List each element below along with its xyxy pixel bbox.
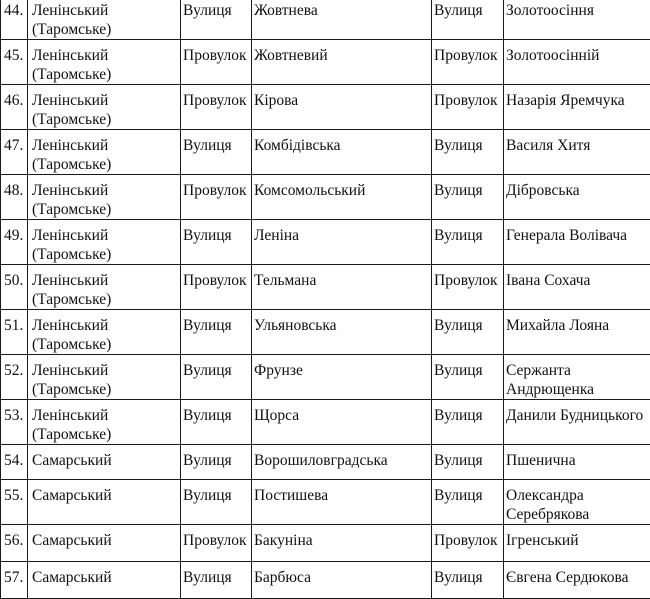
old-type-cell: Вулиця [181,0,252,40]
table-row [1,130,650,175]
old-type-cell: Вулиця [181,220,252,265]
old-name-cell: Тельмана [252,265,432,310]
old-type-cell: Вулиця [181,562,252,599]
district-cell: Ленінський (Таромське) [28,310,181,355]
new-type-cell: Вулиця [432,480,504,525]
new-name-cell: Золотоосінній [504,40,650,85]
table-row [1,525,650,562]
new-type-cell: Вулиця [432,130,504,175]
old-name-cell: Жовтневий [252,40,432,85]
old-type-cell: Вулиця [181,400,252,445]
row-number: 56. [1,525,28,562]
district-cell: Самарський [28,480,181,525]
row-number: 53. [1,400,28,445]
district-cell: Ленінський (Таромське) [28,175,181,220]
old-type-cell: Вулиця [181,355,252,400]
row-number: 52. [1,355,28,400]
new-type-cell: Вулиця [432,175,504,220]
row-number: 57. [1,562,28,599]
row-number: 55. [1,480,28,525]
new-type-cell: Провулок [432,40,504,85]
new-name-cell: Василя Хитя [504,130,650,175]
new-name-cell: Олександра Серебрякова [504,480,650,525]
district-cell: Самарський [28,525,181,562]
new-type-cell: Вулиця [432,400,504,445]
new-type-cell: Вулиця [432,310,504,355]
new-type-cell: Вулиця [432,220,504,265]
new-name-cell: Генерала Волівача [504,220,650,265]
table-row [1,265,650,310]
new-name-cell: Євгена Сердюкова [504,562,650,599]
new-type-cell: Провулок [432,525,504,562]
row-number: 49. [1,220,28,265]
new-type-cell: Провулок [432,85,504,130]
new-name-cell: Дібровська [504,175,650,220]
district-cell: Ленінський (Таромське) [28,400,181,445]
old-type-cell: Провулок [181,40,252,85]
old-type-cell: Вулиця [181,480,252,525]
row-number: 54. [1,445,28,480]
new-name-cell: Михайла Лояна [504,310,650,355]
table-row [1,310,650,355]
new-type-cell: Вулиця [432,355,504,400]
row-number: 48. [1,175,28,220]
district-cell: Ленінський (Таромське) [28,85,181,130]
old-type-cell: Провулок [181,525,252,562]
new-name-cell: Пшенична [504,445,650,480]
table-row [1,85,650,130]
old-name-cell: Постишева [252,480,432,525]
old-type-cell: Вулиця [181,445,252,480]
table-row [1,220,650,265]
district-cell: Ленінський (Таромське) [28,355,181,400]
row-number: 46. [1,85,28,130]
row-number: 45. [1,40,28,85]
district-cell: Ленінський (Таромське) [28,130,181,175]
old-name-cell: Бакуніна [252,525,432,562]
old-name-cell: Фрунзе [252,355,432,400]
old-type-cell: Провулок [181,175,252,220]
table-row [1,355,650,400]
district-cell: Самарський [28,562,181,599]
new-name-cell: Івана Сохача [504,265,650,310]
row-number: 47. [1,130,28,175]
table-row [1,0,650,40]
district-cell: Ленінський (Таромське) [28,40,181,85]
table-row [1,480,650,525]
table-row [1,445,650,480]
row-number: 51. [1,310,28,355]
district-cell: Ленінський (Таромське) [28,0,181,40]
old-name-cell: Кірова [252,85,432,130]
old-name-cell: Комбідівська [252,130,432,175]
old-type-cell: Вулиця [181,310,252,355]
old-name-cell: Щорса [252,400,432,445]
old-name-cell: Комсомольський [252,175,432,220]
old-name-cell: Леніна [252,220,432,265]
row-number: 50. [1,265,28,310]
new-type-cell: Провулок [432,265,504,310]
old-name-cell: Барбюса [252,562,432,599]
table-row [1,562,650,599]
district-cell: Ленінський (Таромське) [28,220,181,265]
new-name-cell: Ігренський [504,525,650,562]
old-name-cell: Ворошиловградська [252,445,432,480]
old-name-cell: Жовтнева [252,0,432,40]
new-name-cell: Назарія Яремчука [504,85,650,130]
new-type-cell: Вулиця [432,0,504,40]
district-cell: Самарський [28,445,181,480]
old-name-cell: Ульяновська [252,310,432,355]
new-type-cell: Вулиця [432,445,504,480]
new-name-cell: Сержанта Андрющенка [504,355,650,400]
old-type-cell: Провулок [181,265,252,310]
new-name-cell: Данили Будницького [504,400,650,445]
table-row [1,40,650,85]
old-type-cell: Вулиця [181,130,252,175]
row-number: 44. [1,0,28,40]
district-cell: Ленінський (Таромське) [28,265,181,310]
new-name-cell: Золотоосіння [504,0,650,40]
table-row [1,400,650,445]
table-row [1,175,650,220]
new-type-cell: Вулиця [432,562,504,599]
old-type-cell: Провулок [181,85,252,130]
